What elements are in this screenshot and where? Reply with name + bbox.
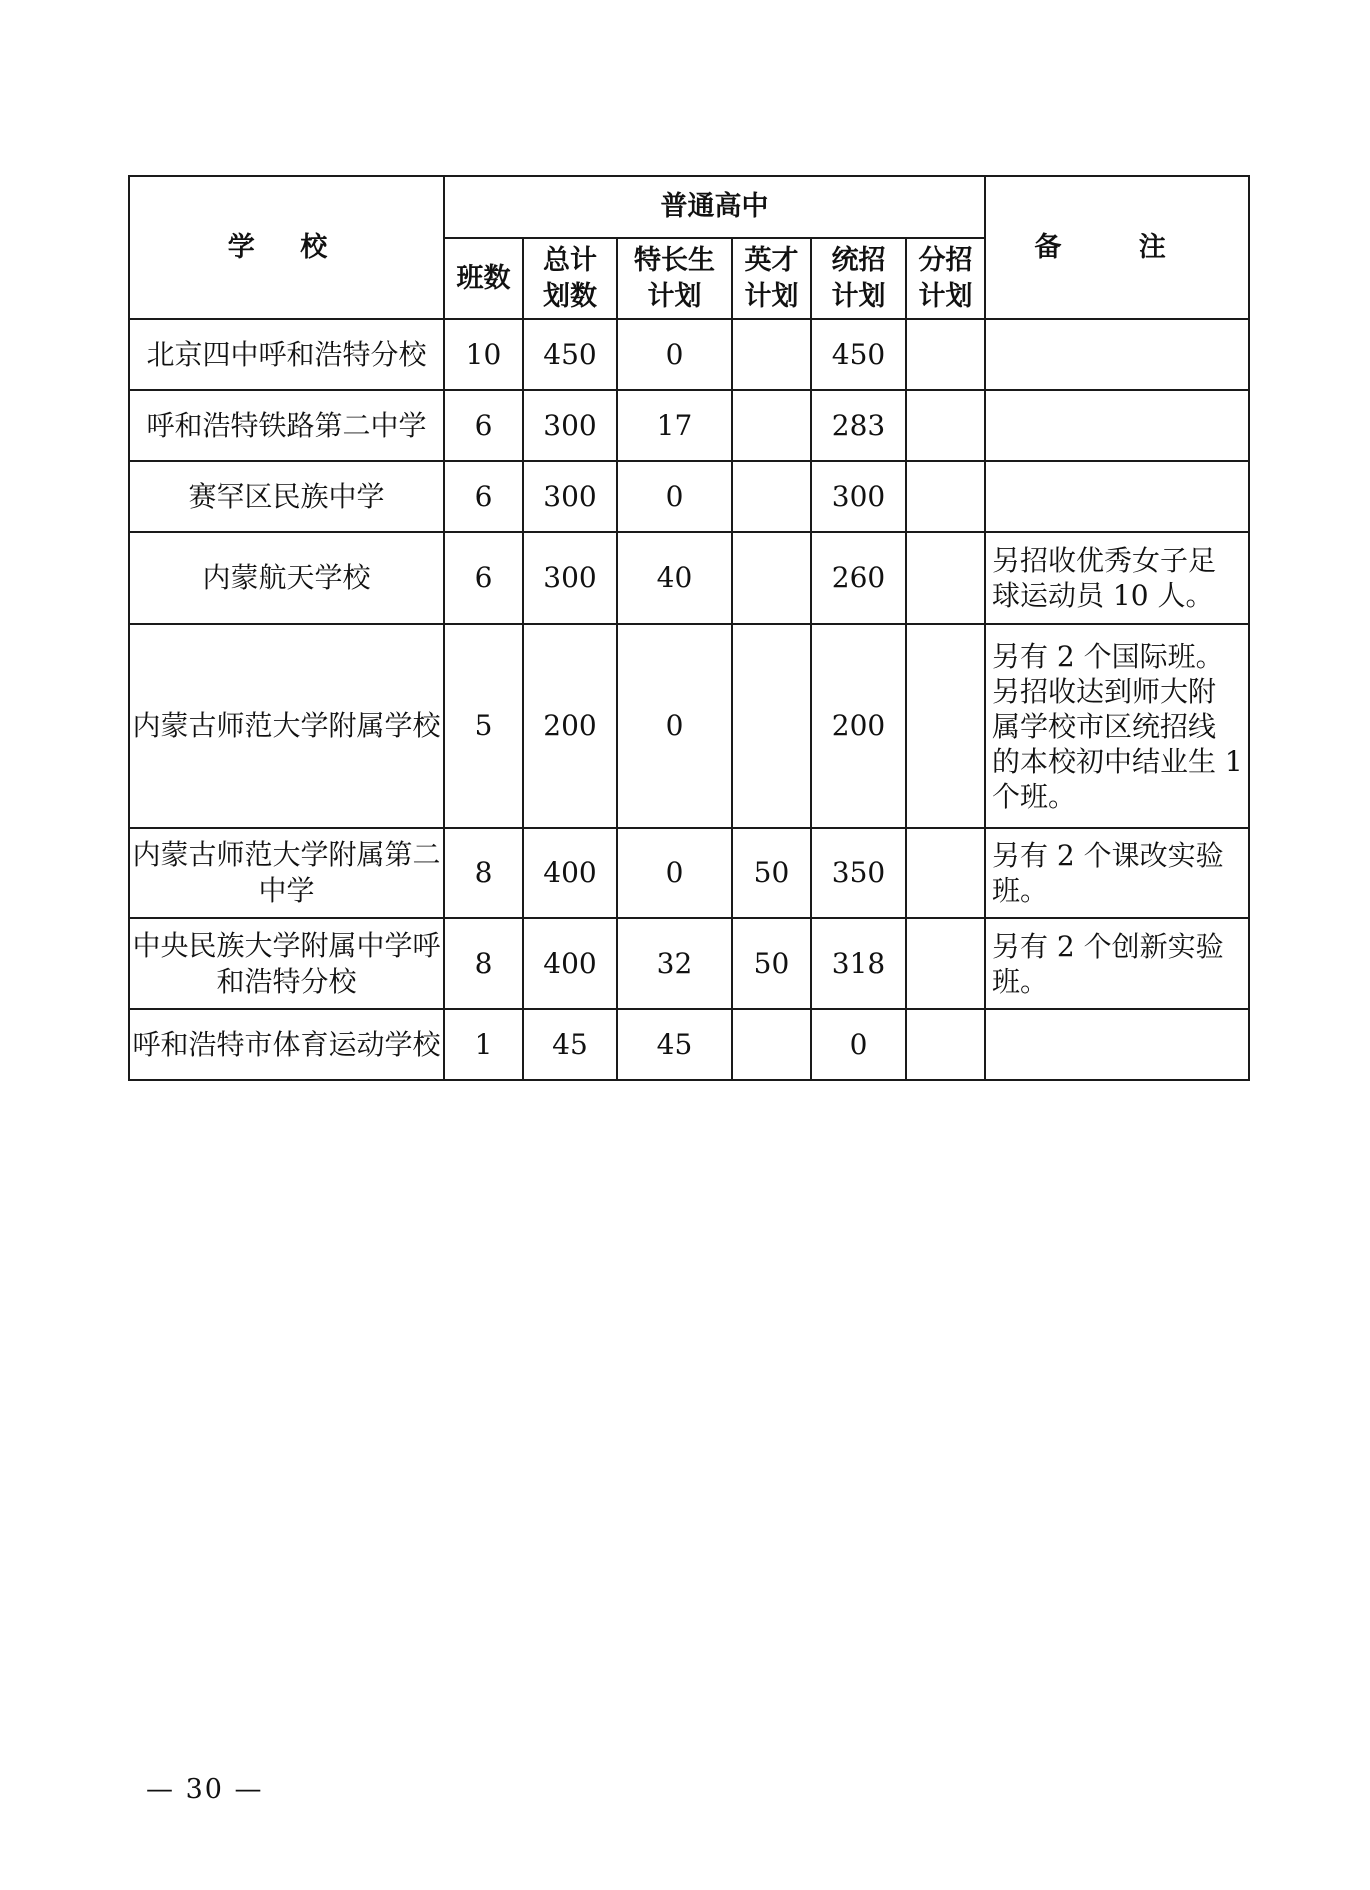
cell-school: 赛罕区民族中学 [129, 461, 444, 532]
cell-classes: 10 [444, 319, 523, 390]
cell-separate [906, 390, 985, 461]
cell-total: 300 [523, 461, 617, 532]
cell-unified: 350 [811, 828, 906, 918]
header-school: 学 校 [129, 176, 444, 319]
cell-classes: 8 [444, 918, 523, 1009]
cell-separate [906, 918, 985, 1009]
table-body [129, 319, 1249, 1080]
cell-classes: 6 [444, 461, 523, 532]
cell-separate [906, 319, 985, 390]
cell-total: 300 [523, 390, 617, 461]
table-row [129, 532, 1249, 624]
table-row [129, 624, 1249, 828]
header-specialty-plan-text: 特长生计划 [633, 244, 715, 312]
table-row [129, 319, 1249, 390]
cell-separate [906, 532, 985, 624]
cell-remark [985, 319, 1249, 390]
cell-separate [906, 624, 985, 828]
header-talent-plan-text: 英才计划 [744, 244, 799, 312]
cell-talent [732, 390, 811, 461]
cell-talent [732, 319, 811, 390]
cell-separate [906, 461, 985, 532]
cell-total: 300 [523, 532, 617, 624]
cell-specialty: 0 [617, 828, 732, 918]
header-total-plan [523, 238, 617, 319]
cell-unified: 260 [811, 532, 906, 624]
table-row [129, 461, 1249, 532]
cell-remark [985, 1009, 1249, 1080]
cell-unified: 283 [811, 390, 906, 461]
header-unified-plan-text: 统招计划 [831, 244, 886, 312]
cell-specialty: 0 [617, 624, 732, 828]
cell-talent [732, 1009, 811, 1080]
table-header [129, 176, 1249, 319]
cell-total: 450 [523, 319, 617, 390]
header-specialty-plan [617, 238, 732, 319]
cell-school: 北京四中呼和浩特分校 [129, 319, 444, 390]
header-classes: 班数 [444, 238, 523, 319]
cell-specialty: 32 [617, 918, 732, 1009]
table-row [129, 828, 1249, 918]
cell-classes: 1 [444, 1009, 523, 1080]
cell-classes: 6 [444, 532, 523, 624]
cell-talent [732, 624, 811, 828]
header-remarks: 备 注 [985, 176, 1249, 319]
header-unified-plan [811, 238, 906, 319]
cell-total: 400 [523, 828, 617, 918]
cell-school: 呼和浩特铁路第二中学 [129, 390, 444, 461]
cell-unified: 318 [811, 918, 906, 1009]
cell-school: 中央民族大学附属中学呼和浩特分校 [129, 918, 444, 1009]
header-general-high-school: 普通高中 [444, 176, 985, 238]
cell-talent: 50 [732, 918, 811, 1009]
cell-talent: 50 [732, 828, 811, 918]
header-talent-plan [732, 238, 811, 319]
header-separate-plan [906, 238, 985, 319]
cell-separate [906, 828, 985, 918]
header-total-plan-text: 总计划数 [542, 244, 597, 312]
cell-talent [732, 532, 811, 624]
cell-specialty: 45 [617, 1009, 732, 1080]
cell-remark [985, 390, 1249, 461]
cell-unified: 200 [811, 624, 906, 828]
cell-specialty: 0 [617, 319, 732, 390]
cell-classes: 6 [444, 390, 523, 461]
cell-classes: 5 [444, 624, 523, 828]
cell-school: 内蒙古师范大学附属第二中学 [129, 828, 444, 918]
table-row [129, 390, 1249, 461]
cell-classes: 8 [444, 828, 523, 918]
cell-total: 200 [523, 624, 617, 828]
cell-remark: 另有 2 个课改实验班。 [985, 828, 1249, 918]
enrollment-plan-table [128, 175, 1250, 1081]
cell-school: 呼和浩特市体育运动学校 [129, 1009, 444, 1080]
cell-specialty: 17 [617, 390, 732, 461]
cell-total: 45 [523, 1009, 617, 1080]
cell-remark: 另有 2 个国际班。另招收达到师大附属学校市区统招线的本校初中结业生 1 个班。 [985, 624, 1249, 828]
cell-separate [906, 1009, 985, 1080]
cell-unified: 450 [811, 319, 906, 390]
cell-talent [732, 461, 811, 532]
cell-unified: 300 [811, 461, 906, 532]
table-row [129, 918, 1249, 1009]
cell-unified: 0 [811, 1009, 906, 1080]
cell-school: 内蒙古师范大学附属学校 [129, 624, 444, 828]
cell-remark: 另招收优秀女子足球运动员 10 人。 [985, 532, 1249, 624]
cell-specialty: 40 [617, 532, 732, 624]
cell-specialty: 0 [617, 461, 732, 532]
cell-remark [985, 461, 1249, 532]
cell-remark: 另有 2 个创新实验班。 [985, 918, 1249, 1009]
cell-total: 400 [523, 918, 617, 1009]
page-number: — 30 — [146, 1774, 264, 1805]
header-separate-plan-text: 分招计划 [918, 244, 973, 312]
cell-school: 内蒙航天学校 [129, 532, 444, 624]
table-row [129, 1009, 1249, 1080]
